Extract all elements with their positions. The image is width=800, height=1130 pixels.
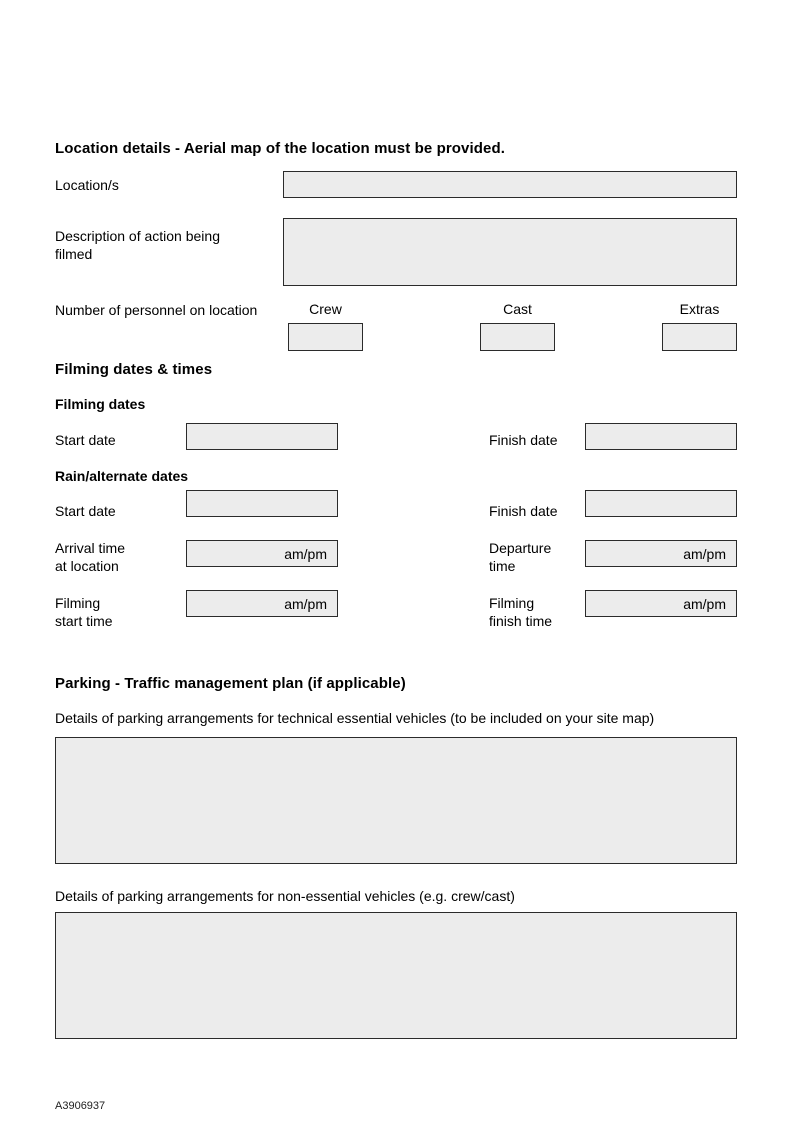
filming-finish-time-input[interactable]	[585, 590, 737, 617]
crew-input[interactable]	[288, 323, 363, 351]
crew-label: Crew	[309, 301, 342, 317]
extras-label: Extras	[679, 301, 720, 317]
filming-finish-time-label-line1: Filming	[489, 595, 535, 611]
filming-start-time-input[interactable]	[186, 590, 338, 617]
start-date-label: Start date	[55, 432, 116, 448]
description-label: Description of action being filmed	[55, 228, 220, 262]
rain-finish-date-label: Finish date	[489, 503, 558, 519]
finish-date-label: Finish date	[489, 432, 558, 448]
departure-time-input[interactable]	[585, 540, 737, 567]
filming-dates-times-heading: Filming dates & times	[55, 361, 213, 378]
filming-finish-time-label-line2: finish time	[489, 613, 553, 629]
document-reference: A3906937	[55, 1100, 106, 1112]
filming-finish-time-label	[489, 594, 552, 630]
finish-date-input[interactable]	[585, 423, 737, 450]
filming-start-ampm-text: am/pm	[284, 595, 327, 612]
parking-nonessential-label: Details of parking arrangements for non-essential vehicles (e.g. crew/cast)	[55, 888, 515, 904]
personnel-label: Number of personnel on location	[55, 302, 258, 318]
departure-time-label-line2: time	[489, 558, 516, 574]
location-details-heading: Location details - Aerial map of the location must be provided.	[55, 140, 505, 157]
parking-heading: Parking - Traffic management plan (if applicable)	[55, 675, 406, 692]
arrival-time-label-line1: Arrival time	[55, 540, 126, 556]
parking-technical-textarea[interactable]	[55, 737, 737, 864]
extras-input[interactable]	[662, 323, 737, 351]
locations-input[interactable]	[283, 171, 737, 198]
locations-label: Location/s	[55, 177, 119, 193]
filming-start-time-label-line2: start time	[55, 613, 113, 629]
parking-nonessential-textarea[interactable]	[55, 912, 737, 1039]
description-textarea[interactable]	[283, 218, 737, 286]
personnel-col-extras	[662, 301, 737, 351]
departure-time-label-line1: Departure	[489, 540, 552, 556]
rain-finish-date-input[interactable]	[585, 490, 737, 517]
personnel-col-crew	[288, 301, 363, 351]
filming-start-time-label	[55, 594, 113, 630]
start-date-input[interactable]	[186, 423, 338, 450]
filming-finish-ampm-text: am/pm	[683, 595, 726, 612]
parking-technical-label: Details of parking arrangements for technical essential vehicles (to be included on your site map)	[55, 710, 655, 726]
rain-alternate-dates-subheading: Rain/alternate dates	[55, 468, 189, 484]
arrival-time-label-line2: at location	[55, 558, 119, 574]
arrival-time-label	[55, 539, 125, 575]
rain-start-date-label: Start date	[55, 503, 116, 519]
departure-ampm-text: am/pm	[683, 545, 726, 562]
departure-time-label	[489, 539, 551, 575]
filming-dates-subheading: Filming dates	[55, 396, 146, 412]
cast-label: Cast	[503, 301, 532, 317]
cast-input[interactable]	[480, 323, 555, 351]
filming-start-time-label-line1: Filming	[55, 595, 101, 611]
arrival-time-input[interactable]	[186, 540, 338, 567]
rain-start-date-input[interactable]	[186, 490, 338, 517]
personnel-col-cast	[480, 301, 555, 351]
arrival-ampm-text: am/pm	[284, 545, 327, 562]
